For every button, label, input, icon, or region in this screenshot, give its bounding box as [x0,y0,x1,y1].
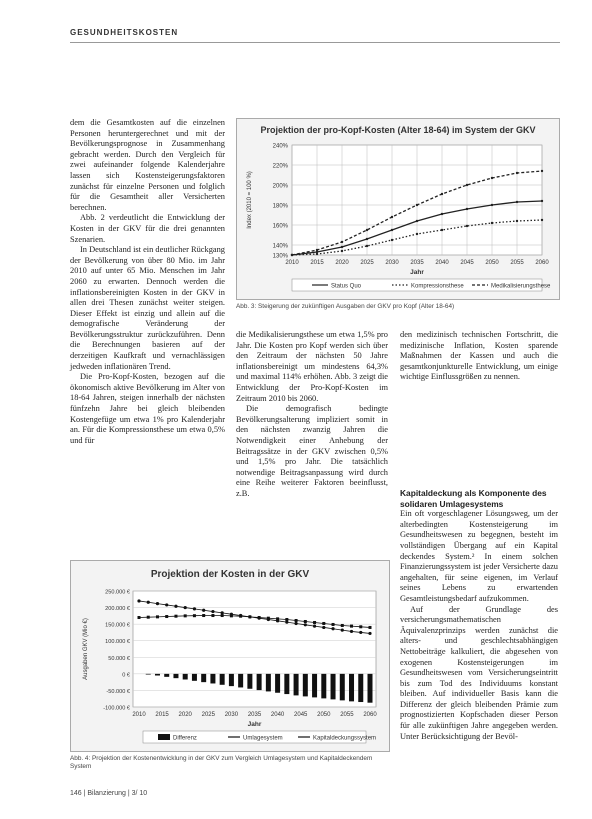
bar-line-chart [71,571,389,751]
bar [303,674,308,697]
data-point [441,213,443,215]
x-tick-label: 2020 [178,712,192,718]
data-point [211,614,214,617]
data-point [221,611,224,614]
section-heading: Kapitaldeckung als Komponente des solidaren Umlagesystems [400,488,547,509]
data-point [341,241,343,243]
legend-swatch [158,734,170,740]
x-tick-label: 2025 [201,712,215,718]
data-point [416,233,418,235]
data-point [516,220,518,222]
bar [294,674,299,696]
y-tick-label: 250.000 € [105,589,130,596]
bar [368,674,373,703]
bar [183,674,188,680]
x-tick-label: 2030 [224,712,239,718]
y-tick-label: 0 € [122,672,130,679]
data-point [156,615,159,618]
line-chart [237,127,559,299]
data-point [416,204,418,206]
data-point [541,219,543,221]
x-tick-label: 2050 [485,260,499,266]
y-tick-label: 130% [272,253,288,260]
data-point [211,610,214,613]
y-tick-label: -100.000 € [103,705,130,712]
y-tick-label: 200.000 € [105,606,130,613]
bar [164,674,169,677]
y-tick-label: 50.000 € [108,655,130,662]
text-column-3-section [400,488,558,742]
figure-caption: Abb. 3: Steigerung der zukünftigen Ausgaben der GKV pro Kopf (Alter 18-64) [236,303,455,310]
data-point [267,618,270,621]
bar [321,674,326,699]
data-point [491,222,493,224]
data-point [341,624,344,627]
section-header: GESUNDHEITSKOSTEN [70,28,179,37]
data-point [341,250,343,252]
data-point [147,616,150,619]
figure-gkv-kosten [70,560,390,752]
legend-label: Umlagesystem [243,735,283,742]
paragraph: Die Pro-Kopf-Kosten, bezogen auf die ökonomisch aktive Bevölkerung im Alter von 18-64 Jahren, steigen innerhalb der nächsten fünfzehn Jahre bei gleich bleibenden Kostengefüge um etwa 1% pro Kalenderjahr an. Für die Kompressionsthese um etwa 0,5% und für [70,372,225,445]
x-tick-label: 2030 [385,260,399,266]
data-point [491,177,493,179]
figure-title: Projektion der Kosten in der GKV [150,569,310,580]
x-tick-label: 2015 [310,260,324,266]
data-point [322,622,325,625]
data-point [491,204,493,206]
y-tick-label: 150.000 € [105,622,130,629]
data-point [516,172,518,174]
data-point [193,614,196,617]
data-point [285,618,288,621]
bar [247,674,252,689]
data-point [316,249,318,251]
bar [155,674,160,676]
paragraph: die Medikalisierungsthese um etwa 1,5% pro Jahr. Die Kosten pro Kopf werden sich über den Zeitraum der nächsten 50 Jahre inflationsbereinigt um mindestens 64,3% und maximal 114% erhöhen. Abb. 3 zeigt die Entwicklung der Pro-Kopf-Kosten im Zeitraum 2010 bis 2060. [236,330,388,403]
text-column-1 [70,118,225,446]
x-tick-label: 2060 [363,712,377,718]
data-point [466,208,468,210]
x-tick-label: 2060 [535,260,549,266]
bar [312,674,317,698]
bar [229,674,234,686]
y-tick-label: -50.000 € [106,688,130,695]
y-tick-label: 200% [272,183,288,190]
data-point [295,619,298,622]
data-point [466,184,468,186]
x-tick-label: 2010 [132,712,146,718]
data-point [369,626,372,629]
x-tick-label: 2025 [360,260,374,266]
legend-label: Kapitaldeckungssystem [313,735,377,742]
x-tick-label: 2040 [270,712,285,718]
data-point [202,609,205,612]
x-tick-label: 2050 [317,712,331,718]
data-point [516,201,518,203]
paragraph: Auf der Grundlage des versicherungsmathematischen Äquivalenzprinzips werden zunächst die alters- und geschlechtsabhängigen Nettobeiträge kalkuliert, die abgesehen von exogenen Kostensteigerungen im Gesundheitswesen vom Versicherungseintritt bis zum Tod des Individuums konstant bleiben. Auf individueller Basis kann die Differenz der gleich bleibenden Prämie zum prognostizierten Kopfschaden dieser Person für alle zukünftigen Jahre angegeben werden. Unter Berücksichtigung der Bevöl- [400,604,558,741]
data-point [368,632,371,635]
page-footer: 146 | Bilanzierung | 3/ 10 [70,790,148,797]
data-point [202,614,205,617]
data-point [147,601,150,604]
data-point [248,615,251,618]
bar [275,674,280,693]
data-point [441,229,443,231]
data-point [304,620,307,623]
x-axis-label: Jahr [247,721,262,728]
data-point [331,627,334,630]
data-point [285,621,288,624]
bar [173,674,178,678]
data-point [221,614,224,617]
data-point [137,599,140,602]
x-tick-label: 2015 [155,712,169,718]
x-tick-label: 2035 [410,260,424,266]
y-axis-label: Ausgaben GKV (Mio €) [83,618,89,680]
paragraph: Ein oft vorgeschlagener Lösungsweg, um der alterbedingten Kostensteigerung im Gesundheitswesen zu begegnen, besteht im vollständigen Übergang auf ein Kapital deckendes System.² In einem solchen Finanzierungssystem ist jeder Versicherte dazu angehalten, für seine eigenen, im Verlauf seines Lebens zu erwartenden Gesamtleistungsbedarf aufzukommen. [400,509,558,603]
y-axis-label: Index (2010 = 100 %) [247,171,253,229]
x-tick-label: 2020 [335,260,349,266]
paragraph: In Deutschland ist ein deutlicher Rückgang der Bevölkerung von über 80 Mio. im Jahr 2010 auf unter 65 Mio. Menschen im Jahr 2060 zu erwarten. Dennoch werden die inflationsbereinigten Kosten in der GKV in allen drei Thesen zunächst weiter steigen. Dieser Effekt ist einzig und allein auf die demografische Veränderung der Bevölkerungsstruktur zurückzuführen. Denn die Berechnungen basieren auf der derzeitigen Kaufkraft und vernachlässigen jedweden inflationären Trend. [70,245,225,371]
data-point [165,615,168,618]
x-axis-label: Jahr [410,269,424,276]
data-point [276,619,279,622]
legend-label: Status Quo [331,283,362,290]
bar [201,674,206,682]
plot-area [133,591,376,707]
x-tick-label: 2055 [510,260,524,266]
data-point [391,229,393,231]
bar [340,674,345,701]
data-point [350,625,353,628]
figure-pro-kopf-kosten [236,118,560,300]
legend-label: Kompressionsthese [411,283,464,290]
bar [331,674,336,700]
data-point [359,631,362,634]
data-point [239,614,242,617]
data-point [366,229,368,231]
data-point [156,602,159,605]
y-tick-label: 180% [272,203,288,210]
figure-caption: Abb. 4: Projektion der Kostenentwicklung in der GKV zum Vergleich Umlagesystem und Kapitaldeckendem System [70,755,373,770]
bar [349,674,354,702]
data-point [322,626,325,629]
bar [358,674,363,702]
data-point [366,238,368,240]
data-point [184,614,187,617]
bar [210,674,215,684]
data-point [174,615,177,618]
data-point [294,622,297,625]
data-point [316,253,318,255]
data-point [366,245,368,247]
data-point [230,613,233,616]
data-point [391,216,393,218]
y-tick-label: 220% [272,163,288,170]
y-tick-label: 140% [272,243,288,250]
paragraph: den medizinisch technischen Fortschritt, die medizinische Inflation, Kosten sparende Maßnahmen der Kassen und auch die gesamtkonjunkturelle Entwicklung, um einige wichtige Einflussgrößen zu nennen. [400,330,558,382]
x-tick-label: 2010 [285,260,299,266]
x-tick-label: 2040 [435,260,449,266]
y-tick-label: 100.000 € [105,639,130,646]
text-column-3 [400,330,558,383]
paragraph: Abb. 2 verdeutlicht die Entwicklung der Kosten in der GKV für die drei genannten Szenarien. [70,213,225,244]
data-point [341,629,344,632]
bar [192,674,197,681]
data-point [165,603,168,606]
data-point [466,225,468,227]
data-point [541,200,543,202]
data-point [184,606,187,609]
data-point [416,220,418,222]
bar [284,674,289,694]
x-tick-label: 2055 [340,712,354,718]
data-point [391,239,393,241]
bar [146,674,151,675]
header-rule [70,42,560,43]
paragraph: dem die Gesamtkosten auf die einzelnen Personen heruntergerechnet und mit der Bevölkerungsprognose in Zusammenhang gebracht werden. Durch den Vergleich für zwei aufeinander folgende Kalenderjahre lassen sich Kostensteigerungsfaktoren zunächst für einzelne Personen und folglich für die Gesamtheit aller Versicherten berechnen. [70,118,225,212]
data-point [174,605,177,608]
text-column-2 [236,330,388,500]
bar [220,674,225,685]
x-tick-label: 2045 [460,260,474,266]
data-point [193,607,196,610]
x-tick-label: 2035 [247,712,262,718]
data-point [359,625,362,628]
data-point [350,630,353,633]
legend-label: Differenz [173,735,197,742]
data-point [313,625,316,628]
x-tick-label: 2045 [294,712,308,718]
data-point [138,616,141,619]
bar [266,674,271,692]
data-point [541,170,543,172]
data-point [258,617,261,620]
data-point [291,254,293,256]
y-tick-label: 240% [272,143,288,150]
data-point [304,623,307,626]
data-point [341,246,343,248]
data-point [313,621,316,624]
legend-label: Medikalisierungsthese [491,283,551,290]
bar [238,674,243,688]
y-tick-label: 160% [272,223,288,230]
data-point [332,623,335,626]
paragraph: Die demografisch bedingte Bevölkerungsalterung impliziert somit in den nächsten zwanzig Jahren die Notwendigkeit einer Anhebung der Beitragssätze in der GKV zwischen 0,5% und 1,5% pro Jahr. Die tatsächlich notwendige Beitragsanpassung wird durch eine Reihe weiterer Faktoren beeinflusst, z.B. [236,404,388,498]
data-point [441,193,443,195]
bar [257,674,262,690]
figure-title: Projektion der pro-Kopf-Kosten (Alter 18-64) im System der GKV [260,125,536,135]
